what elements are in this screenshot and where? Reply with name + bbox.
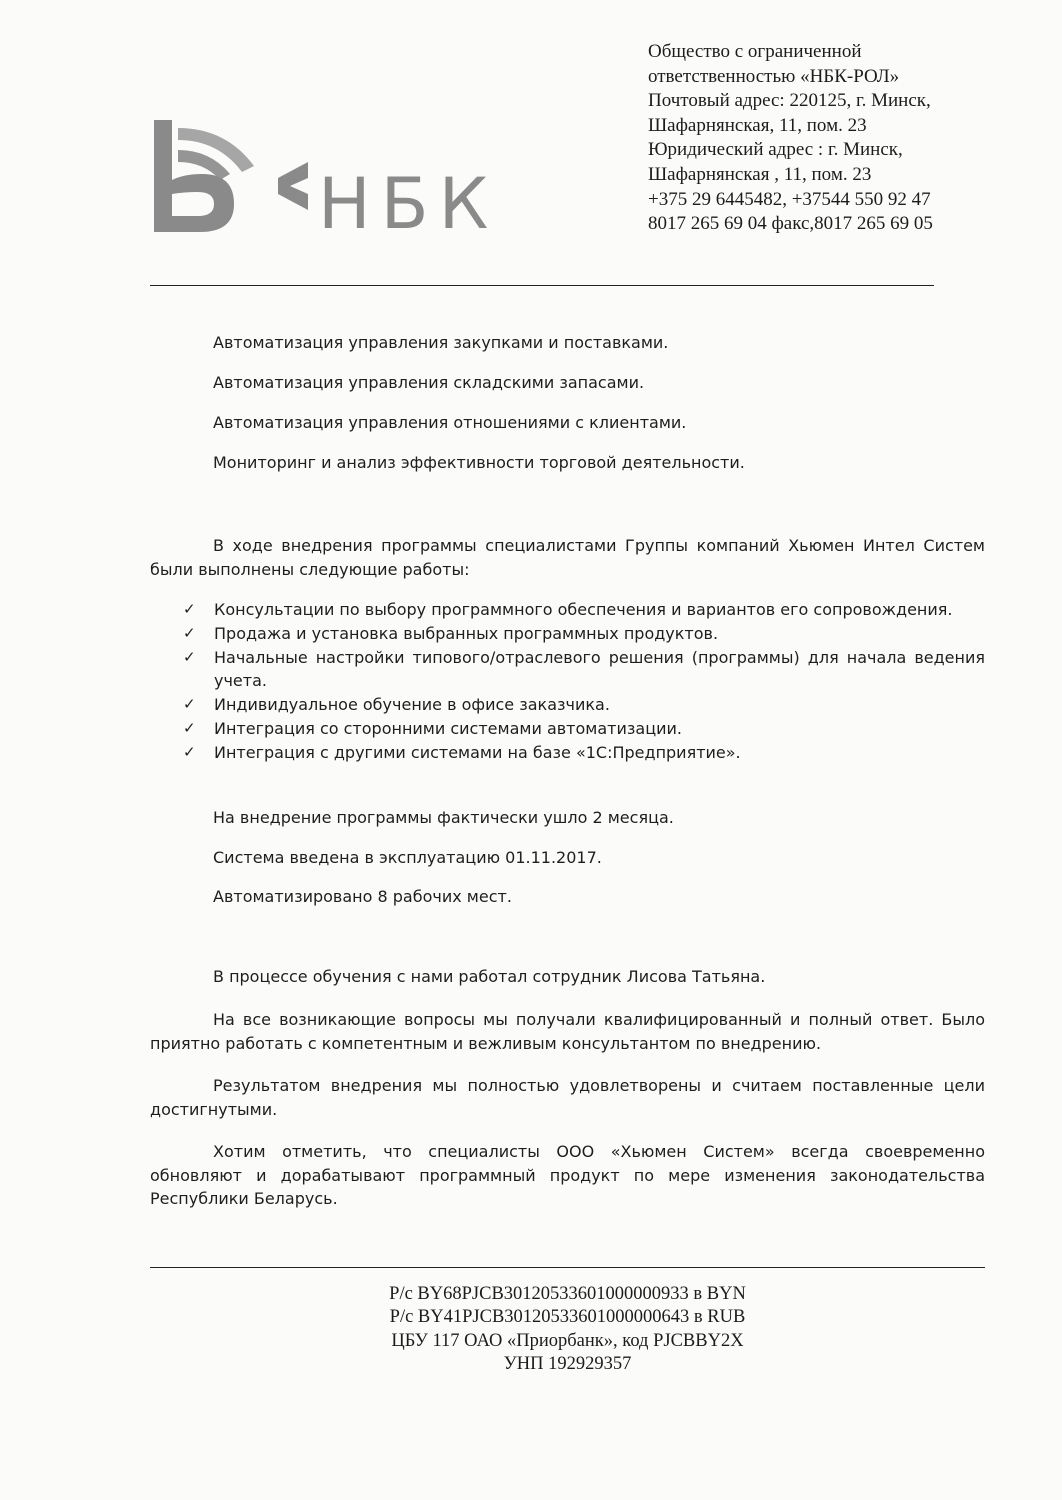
company-line: Шафарнянская, 11, пом. 23 (648, 114, 867, 136)
list-item: ✓ Продажа и установка выбранных программных продуктов. (183, 622, 985, 646)
list-item: ✓ Начальные настройки типового/отраслевого решения (программы) для начала ведения учета. (183, 647, 985, 691)
bank-line: УНП 192929357 (503, 1353, 632, 1374)
fact-workplaces: Автоматизировано 8 рабочих мест. (213, 887, 512, 906)
company-line: ответственностью «НБК-РОЛ» (648, 65, 900, 87)
checkmark-icon: ✓ (183, 600, 196, 618)
list-item: ✓ Интеграция со сторонними системами автоматизации. (183, 717, 985, 741)
company-line: Общество с ограниченной (648, 41, 862, 62)
list-item: ✓ Консультации по выбору программного обеспечения и вариантов его сопровождения. (183, 598, 985, 622)
company-line: +375 29 6445482, +37544 550 92 47 (648, 188, 931, 210)
logo-text: НБК (318, 163, 499, 236)
list-item: ✓ Индивидуальное обучение в офисе заказчика. (183, 693, 985, 717)
company-logo (150, 116, 560, 236)
checkmark-icon: ✓ (183, 623, 196, 642)
company-line: 8017 265 69 04 факс,8017 265 69 05 (648, 213, 933, 235)
bank-line: ЦБУ 117 ОАО «Приорбанк», код PJCBBY2X (391, 1330, 744, 1351)
checkmark-icon: ✓ (183, 647, 196, 666)
bank-details (150, 1283, 985, 1376)
updates-paragraph: Хотим отметить, что специалисты ООО «Хьюмен Систем» всегда своевременно обновляют и дорабатывают программный продукт по мере изменения законодательства Республики Беларусь. (150, 1142, 985, 1208)
intro-item: Автоматизация управления складскими запасами. (213, 373, 645, 392)
result-paragraph: Результатом внедрения мы полностью удовлетворены и считаем поставленные цели достигнутыми. (150, 1076, 985, 1119)
works-list (183, 598, 985, 765)
list-item: ✓ Интеграция с другими системами на базе «1С:Предприятие». (183, 741, 985, 765)
checkmark-icon: ✓ (183, 695, 196, 714)
intro-item: Автоматизация управления отношениями с клиентами. (213, 413, 687, 432)
company-line: Юридический адрес : г. Минск, (648, 139, 903, 161)
header-divider (150, 285, 934, 286)
intro-item: Мониторинг и анализ эффективности торговой деятельности. (213, 453, 745, 472)
training-paragraph: В процессе обучения с нами работал сотрудник Лисова Татьяна. (213, 967, 766, 986)
checkmark-icon: ✓ (183, 718, 196, 737)
fact-launch-date: Система введена в эксплуатацию 01.11.2017. (213, 848, 602, 867)
bank-line: Р/с BY41PJCB30120533601000000643 в RUB (389, 1307, 746, 1328)
fact-duration: На внедрение программы фактически ушло 2 месяца. (213, 808, 674, 827)
answers-paragraph: На все возникающие вопросы мы получали квалифицированный и полный ответ. Было приятно работать с компетентным и вежливым консультантом по внедрению. (150, 1010, 985, 1053)
company-info (648, 40, 1048, 237)
bank-line: Р/с BY68PJCB30120533601000000933 в BYN (389, 1284, 746, 1304)
checkmark-icon: ✓ (183, 742, 196, 761)
works-intro: В ходе внедрения программы специалистами Группы компаний Хьюмен Интел Систем были выполнены следующие работы: (150, 536, 985, 579)
footer-divider (150, 1267, 985, 1268)
intro-item: Автоматизация управления закупками и поставками. (213, 333, 669, 352)
company-line: Шафарнянская , 11, пом. 23 (648, 163, 872, 185)
company-line: Почтовый адрес: 220125, г. Минск, (648, 90, 931, 112)
